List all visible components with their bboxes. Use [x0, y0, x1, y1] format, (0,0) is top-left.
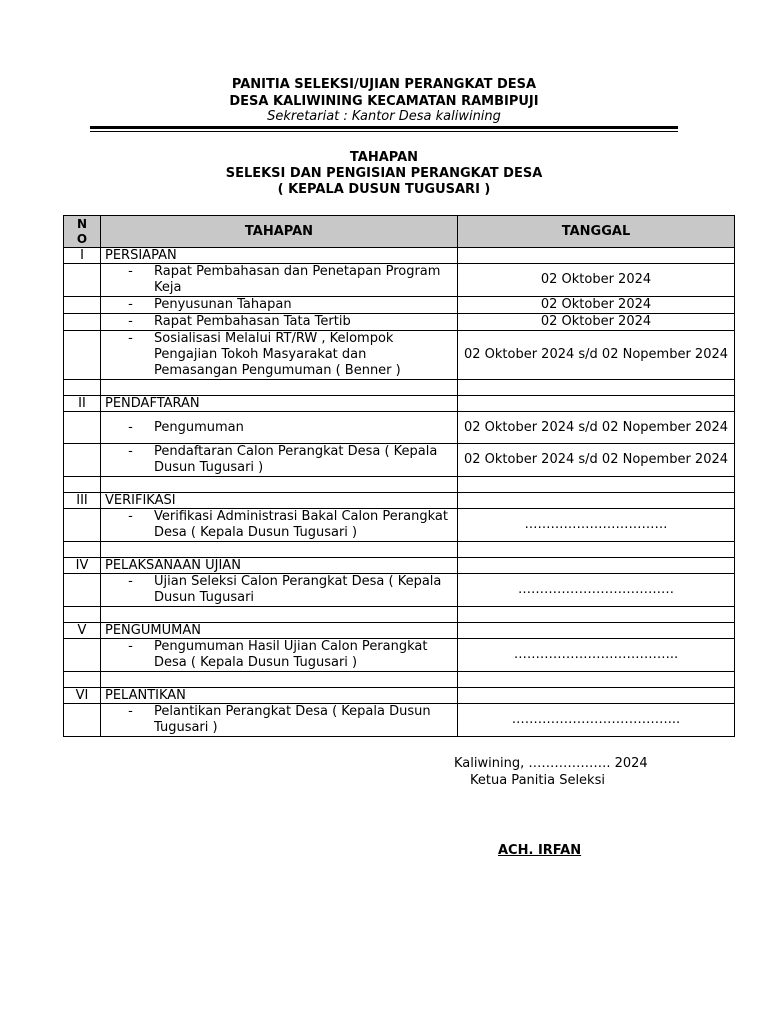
section-date-cell	[458, 396, 735, 412]
schedule-table	[63, 215, 735, 737]
item-date	[458, 264, 735, 297]
table-row	[64, 444, 735, 477]
table-row	[64, 264, 735, 297]
list-item	[105, 420, 453, 436]
item-number-cell	[64, 264, 101, 297]
item-date	[458, 574, 735, 607]
item-cell	[101, 704, 458, 737]
list-item	[105, 574, 453, 606]
spacer-cell	[101, 542, 458, 558]
section-number: VI	[64, 688, 101, 704]
section-label: PERSIAPAN	[101, 248, 458, 264]
spacer-cell	[458, 380, 735, 396]
list-item	[105, 297, 453, 313]
spacer-cell	[101, 672, 458, 688]
item-number-cell	[64, 639, 101, 672]
item-cell	[101, 639, 458, 672]
spacer-row	[64, 607, 735, 623]
table-row	[64, 639, 735, 672]
item-cell	[101, 331, 458, 380]
list-item	[105, 704, 453, 736]
bullet-dash: -	[128, 509, 133, 524]
committee-name: PANITIA SELEKSI/UJIAN PERANGKAT DESA	[231, 77, 537, 92]
section-date-cell	[458, 493, 735, 509]
item-text: Ujian Seleksi Calon Perangkat Desa ( Kepala Dusun Tugusari	[154, 574, 442, 605]
doc-subtitle: SELEKSI DAN PENGISIAN PERANGKAT DESA	[225, 166, 543, 181]
section-row	[64, 558, 735, 574]
section-date-cell	[458, 558, 735, 574]
spacer-cell	[101, 477, 458, 493]
table-row	[64, 574, 735, 607]
section-label: PENGUMUMAN	[101, 623, 458, 639]
spacer-cell	[458, 672, 735, 688]
sign-name: ACH. IRFAN	[498, 843, 582, 858]
table-header-row	[64, 216, 735, 248]
spacer-cell	[458, 477, 735, 493]
spacer-cell	[101, 607, 458, 623]
item-date-text: 02 Oktober 2024	[540, 314, 652, 329]
list-item	[105, 509, 453, 541]
bullet-dash: -	[128, 419, 133, 435]
spacer-row	[64, 477, 735, 493]
item-date	[458, 331, 735, 380]
bullet-dash: -	[128, 297, 133, 312]
section-date-cell	[458, 688, 735, 704]
list-item	[105, 331, 453, 379]
bullet-dash: -	[128, 444, 133, 459]
item-text: Pelantikan Perangkat Desa ( Kepala Dusun Tugusari )	[154, 704, 431, 735]
header-rule-thick	[90, 126, 678, 129]
spacer-cell	[64, 477, 101, 493]
col-tanggal-header: TANGGAL	[458, 216, 735, 248]
item-text: Verifikasi Administrasi Bakal Calon Perangkat Desa ( Kepala Dusun Tugusari )	[154, 509, 448, 540]
bullet-dash: -	[128, 264, 133, 279]
item-text: Pengumuman Hasil Ujian Calon Perangkat Desa ( Kepala Dusun Tugusari )	[154, 639, 428, 670]
item-number-cell	[64, 509, 101, 542]
section-date-cell	[458, 623, 735, 639]
item-number-cell	[64, 297, 101, 314]
section-row	[64, 493, 735, 509]
spacer-cell	[101, 380, 458, 396]
item-date-text: ………………………………..	[513, 647, 679, 662]
item-date	[458, 639, 735, 672]
col-tahapan-header: TAHAPAN	[101, 216, 458, 248]
item-date-text: 02 Oktober 2024 s/d 02 Nopember 2024	[463, 452, 729, 467]
section-row	[64, 248, 735, 264]
item-number-cell	[64, 444, 101, 477]
table-row	[64, 297, 735, 314]
section-number: IV	[64, 558, 101, 574]
list-item	[105, 444, 453, 476]
bullet-dash: -	[128, 704, 133, 719]
item-text: Rapat Pembahasan Tata Tertib	[154, 314, 351, 329]
table-row	[64, 509, 735, 542]
col-no-a: N	[76, 216, 88, 231]
col-no-header	[64, 216, 101, 248]
list-item	[105, 639, 453, 671]
list-item	[105, 264, 453, 296]
item-date	[458, 297, 735, 314]
item-text: Pengumuman	[154, 419, 244, 435]
spacer-cell	[64, 380, 101, 396]
section-label: VERIFIKASI	[101, 493, 458, 509]
item-cell	[101, 297, 458, 314]
section-number: III	[64, 493, 101, 509]
sign-place-date: Kaliwining, ………………. 2024	[454, 756, 648, 771]
item-text: Penyusunan Tahapan	[154, 297, 292, 312]
spacer-row	[64, 672, 735, 688]
item-cell	[101, 509, 458, 542]
spacer-cell	[64, 607, 101, 623]
table-body	[64, 248, 735, 737]
item-date	[458, 704, 735, 737]
section-number: I	[64, 248, 101, 264]
item-text: Rapat Pembahasan dan Penetapan Program Keja	[154, 264, 441, 295]
item-cell	[101, 264, 458, 297]
spacer-cell	[458, 542, 735, 558]
table-row	[64, 704, 735, 737]
table-row	[64, 412, 735, 444]
section-date-cell	[458, 248, 735, 264]
item-date-text: 02 Oktober 2024 s/d 02 Nopember 2024	[463, 347, 729, 362]
section-label: PELANTIKAN	[101, 688, 458, 704]
section-row	[64, 688, 735, 704]
item-number-cell	[64, 314, 101, 331]
section-number: V	[64, 623, 101, 639]
section-label: PELAKSANAAN UJIAN	[101, 558, 458, 574]
header-rule-thin	[90, 131, 678, 132]
col-no-b: O	[76, 231, 88, 246]
item-date	[458, 314, 735, 331]
item-date	[458, 509, 735, 542]
secretariat: Sekretariat : Kantor Desa kaliwining	[267, 109, 501, 124]
table-row	[64, 331, 735, 380]
item-date-text: ……………………………	[524, 517, 668, 532]
section-label: PENDAFTARAN	[101, 396, 458, 412]
item-date-text: 02 Oktober 2024	[540, 272, 652, 287]
item-number-cell	[64, 412, 101, 444]
item-number-cell	[64, 574, 101, 607]
item-date-text: ………………………………	[518, 582, 674, 597]
list-item	[105, 314, 453, 330]
spacer-cell	[64, 672, 101, 688]
section-number: II	[64, 396, 101, 412]
bullet-dash: -	[128, 331, 133, 346]
item-date	[458, 412, 735, 444]
spacer-cell	[458, 607, 735, 623]
section-row	[64, 396, 735, 412]
item-cell	[101, 574, 458, 607]
spacer-row	[64, 542, 735, 558]
doc-subtitle-2: ( KEPALA DUSUN TUGUSARI )	[277, 182, 491, 197]
sign-role: Ketua Panitia Seleksi	[470, 773, 605, 788]
item-date-text: ………………………………...	[511, 712, 681, 727]
table-row	[64, 314, 735, 331]
doc-title: TAHAPAN	[349, 150, 419, 165]
item-cell	[101, 444, 458, 477]
item-cell	[101, 412, 458, 444]
item-text: Pendaftaran Calon Perangkat Desa ( Kepala Dusun Tugusari )	[154, 444, 438, 475]
item-text: Sosialisasi Melalui RT/RW , Kelompok Pengajian Tokoh Masyarakat dan Pemasangan Pengumuman ( Benner )	[154, 331, 401, 378]
item-number-cell	[64, 704, 101, 737]
spacer-row	[64, 380, 735, 396]
spacer-cell	[64, 542, 101, 558]
bullet-dash: -	[128, 574, 133, 589]
item-date-text: 02 Oktober 2024	[540, 297, 652, 312]
village-name: DESA KALIWINING KECAMATAN RAMBIPUJI	[229, 94, 539, 109]
section-row	[64, 623, 735, 639]
item-cell	[101, 314, 458, 331]
item-date-text: 02 Oktober 2024 s/d 02 Nopember 2024	[463, 419, 729, 435]
item-number-cell	[64, 331, 101, 380]
bullet-dash: -	[128, 314, 133, 329]
bullet-dash: -	[128, 639, 133, 654]
item-date	[458, 444, 735, 477]
